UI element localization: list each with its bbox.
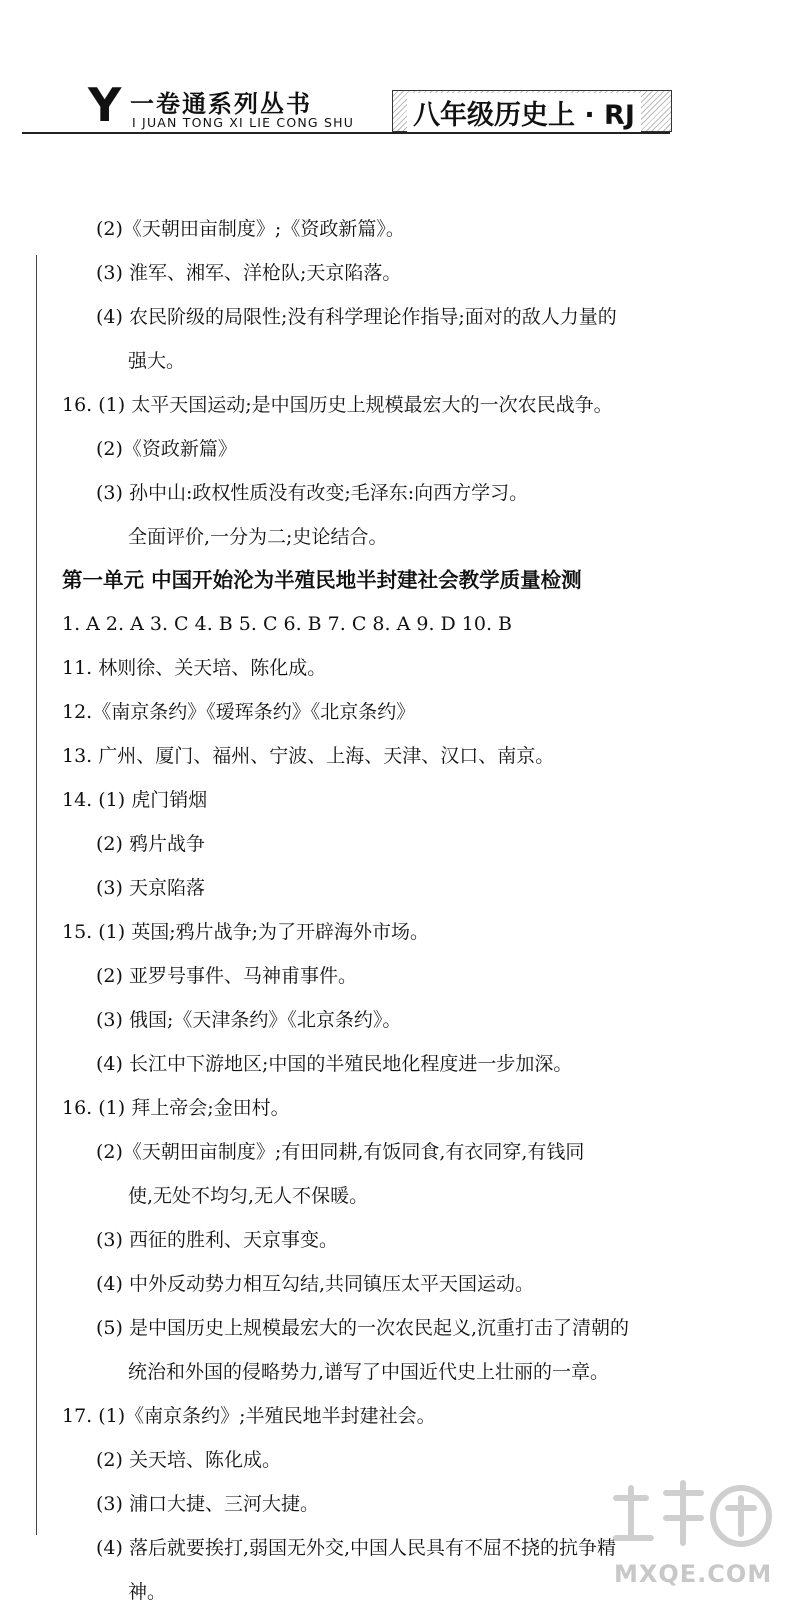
- answer-line: 统治和外国的侵略势力,谱写了中国近代史上壮丽的一章。: [128, 1361, 610, 1383]
- margin-line: [36, 255, 37, 1535]
- answer-line: 15. (1) 英国;鸦片战争;为了开辟海外市场。: [62, 921, 430, 943]
- page-header: [0, 0, 787, 150]
- subject-label: 八年级历史上 · RJ: [407, 93, 641, 132]
- answer-line: 全面评价,一分为二;史论结合。: [128, 526, 388, 548]
- answer-line: (3) 天京陷落: [96, 877, 205, 899]
- series-pinyin: I JUAN TONG XI LIE CONG SHU: [132, 115, 355, 130]
- answer-line: 13. 广州、厦门、福州、宁波、上海、天津、汉口、南京。: [62, 745, 555, 767]
- answer-line: (3) 淮军、湘军、洋枪队;天京陷落。: [96, 262, 402, 284]
- answer-line: (2) 亚罗号事件、马神甫事件。: [96, 965, 357, 987]
- answer-line: (2) 鸦片战争: [96, 833, 205, 855]
- answer-line: (3) 西征的胜利、天京事变。: [96, 1229, 338, 1251]
- header-rule: [22, 132, 670, 134]
- answer-line: (2)《天朝田亩制度》;有田同耕,有饭同食,有衣同穿,有钱同: [96, 1141, 585, 1163]
- answer-line: 1. A 2. A 3. C 4. B 5. C 6. B 7. C 8. A 9. D 10. B: [62, 613, 513, 635]
- answer-line: (4) 长江中下游地区;中国的半殖民地化程度进一步加深。: [96, 1053, 573, 1075]
- answer-line: 17. (1)《南京条约》;半殖民地半封建社会。: [62, 1405, 436, 1427]
- answer-line: 强大。: [128, 350, 186, 372]
- series-logo: Y: [88, 78, 122, 132]
- answer-line: 16. (1) 拜上帝会;金田村。: [62, 1097, 290, 1119]
- answer-line: 使,无处不均匀,无人不保暖。: [128, 1185, 369, 1207]
- subject-box: [392, 90, 672, 132]
- answer-line: (4) 中外反动势力相互勾结,共同镇压太平天国运动。: [96, 1273, 534, 1295]
- series-title: 一卷通系列丛书: [130, 90, 312, 118]
- answer-line: (4) 农民阶级的局限性;没有科学理论作指导;面对的敌人力量的: [96, 306, 617, 328]
- answer-line: 神。: [128, 1581, 167, 1603]
- answer-line: (3) 孙中山:政权性质没有改变;毛泽东:向西方学习。: [96, 482, 529, 504]
- answer-line: (2) 关天培、陈化成。: [96, 1449, 281, 1471]
- answer-line: (5) 是中国历史上规模最宏大的一次农民起义,沉重打击了清朝的: [96, 1317, 629, 1339]
- answer-line: 16. (1) 太平天国运动;是中国历史上规模最宏大的一次农民战争。: [62, 394, 613, 416]
- answer-line: 14. (1) 虎门销烟: [62, 789, 208, 811]
- answer-line: 11. 林则徐、关天培、陈化成。: [62, 657, 327, 679]
- watermark-text: MXQE.COM: [614, 1560, 773, 1588]
- answer-line: (2)《天朝田亩制度》;《资政新篇》。: [96, 218, 405, 240]
- answer-line: 12.《南京条约》《瑷珲条约》《北京条约》: [62, 701, 416, 723]
- answer-line: (3) 浦口大捷、三河大捷。: [96, 1493, 319, 1515]
- answer-line: (4) 落后就要挨打,弱国无外交,中国人民具有不屈不挠的抗争精: [96, 1537, 617, 1559]
- answer-line: (2)《资政新篇》: [96, 438, 237, 460]
- section-heading: 第一单元 中国开始沦为半殖民地半封建社会教学质量检测: [62, 568, 582, 592]
- answer-line: (3) 俄国;《天津条约》《北京条约》。: [96, 1009, 402, 1031]
